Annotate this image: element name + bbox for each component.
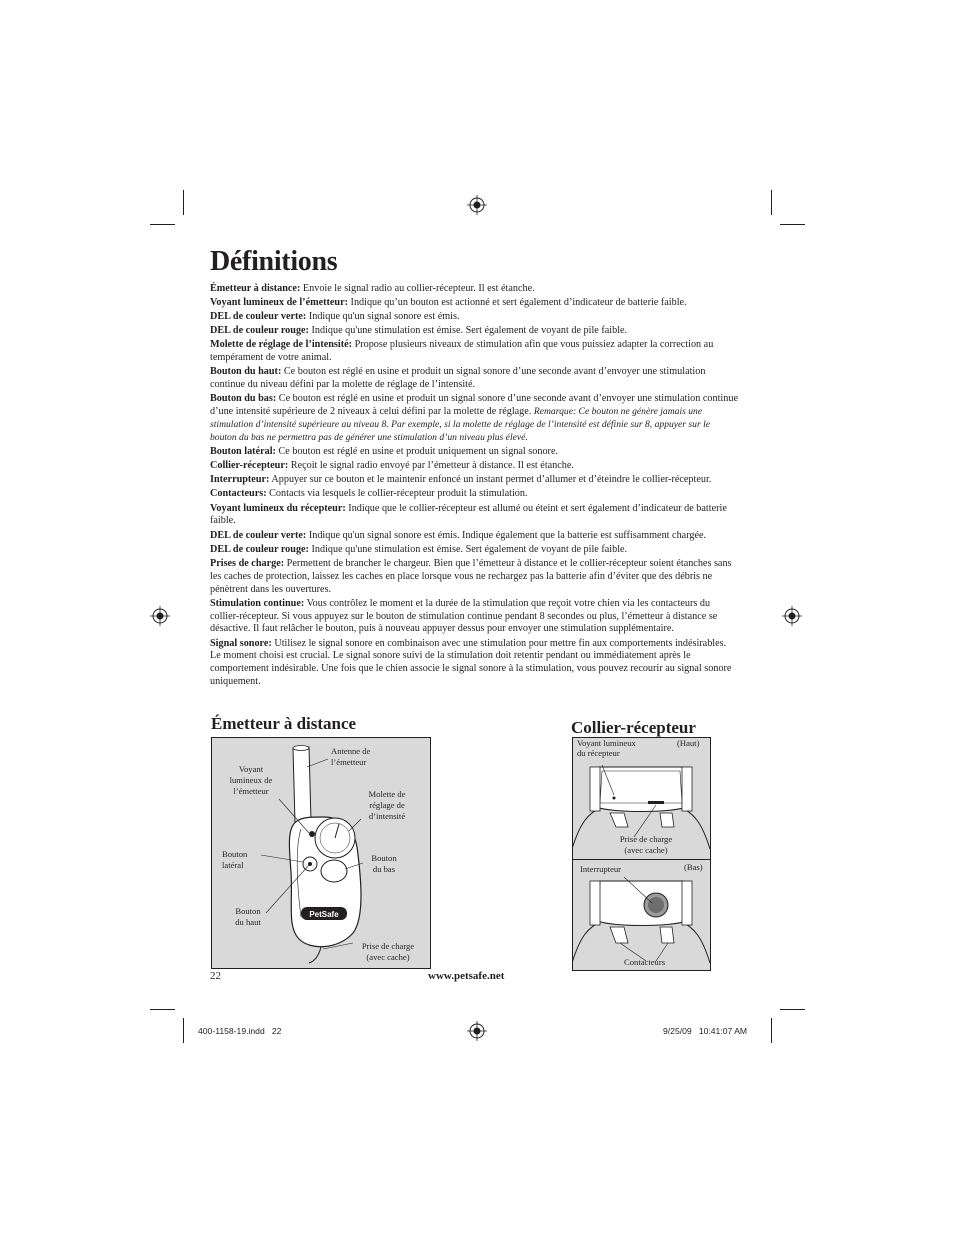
brand-logo: PetSafe xyxy=(309,910,339,919)
definition-item xyxy=(210,311,738,324)
definition-text: Permettent de brancher le chargeur. Bien que l’émetteur à distance et le collier-récepteur soient étanches sans les caches de protection, laissez les caches en place lorsque vous ne rechargez pas la batterie afin d’éviter que des débris ne pénètrent dans les ouvertures. xyxy=(210,557,732,595)
definition-item xyxy=(210,638,738,690)
slug-file: 400-1158-19.indd 22 xyxy=(198,1026,282,1036)
definition-term: DEL de couleur verte: xyxy=(210,311,307,323)
definition-text: Indique qu'un signal sonore est émis. xyxy=(306,311,460,323)
definition-term: Bouton latéral: xyxy=(210,446,276,458)
definition-term: Bouton du bas: xyxy=(210,393,277,405)
definition-text: Ce bouton est réglé en usine et produit uniquement un signal sonore. xyxy=(275,446,559,458)
registration-mark-icon xyxy=(782,606,802,626)
registration-mark-icon xyxy=(150,606,170,626)
crop-mark xyxy=(780,1009,805,1010)
definition-item xyxy=(210,558,738,597)
label-side-button: Bouton latéral xyxy=(222,849,248,870)
page-title: Définitions xyxy=(210,246,338,277)
definition-item xyxy=(210,460,738,473)
definition-item xyxy=(210,474,738,487)
definition-text: Ce bouton est réglé en usine et produit un signal sonore d’une seconde avant d’envoyer une stimulation continue d’une intensité supérieure de 2 niveaux à celui défini par la molette de réglage. xyxy=(210,393,738,418)
definition-item xyxy=(210,297,738,310)
definition-term: DEL de couleur verte: xyxy=(210,529,307,541)
receiver-heading: Collier-récepteur xyxy=(571,718,696,737)
definition-term: DEL de couleur rouge: xyxy=(210,543,309,555)
definition-text: Vous contrôlez le moment et la durée de la stimulation que reçoit votre chien via les contacteurs du collier-récepteur. Si vous appuyez sur le bouton de stimulation continue pendant 8 secondes ou plus, l’émetteur à distance se désactive. Il faut relâcher le bouton, puis à nouveau appuyer dessus pour envoyer une stimulation supplémentaire. xyxy=(210,597,718,635)
definition-term: Émetteur à distance: xyxy=(210,283,301,294)
page-number: 22 xyxy=(210,970,221,982)
website-url: www.petsafe.net xyxy=(428,970,505,982)
definition-text: Indique que le collier-récepteur est allumé ou éteint et sert également d’indicateur de batterie faible. xyxy=(210,502,727,527)
definition-term: Voyant lumineux du récepteur: xyxy=(210,502,346,514)
registration-mark-icon xyxy=(467,1021,487,1041)
definition-item xyxy=(210,283,738,296)
definition-text: Indique qu'une stimulation est émise. Sert également de voyant de pile faible. xyxy=(308,325,628,337)
definition-text: Indique qu'un signal sonore est émis. Indique également que la batterie est suffisamment chargée. xyxy=(306,529,707,541)
definition-item xyxy=(210,325,738,338)
definition-term: Stimulation continue: xyxy=(210,597,305,609)
definition-term: Interrupteur: xyxy=(210,474,270,486)
crop-mark xyxy=(150,224,175,225)
label-contacts: Contacteurs xyxy=(624,957,666,967)
definition-text: Indique qu'une stimulation est émise. Sert également de voyant de pile faible. xyxy=(308,543,628,555)
label-antenna: Antenne de l’émetteur xyxy=(331,746,371,767)
definition-item xyxy=(210,339,738,365)
label-bottom-button: Bouton du bas xyxy=(371,853,397,874)
definition-item xyxy=(210,488,738,501)
transmitter-heading: Émetteur à distance xyxy=(211,714,357,733)
crop-mark xyxy=(780,224,805,225)
definition-text: Indique qu’un bouton est actionné et sert également d’indicateur de batterie faible. xyxy=(348,297,687,309)
label-view-top: (Haut) xyxy=(677,738,700,748)
slug-date: 9/25/09 10:41:07 AM xyxy=(663,1026,748,1036)
definition-item xyxy=(210,393,738,445)
definition-term: Bouton du haut: xyxy=(210,366,282,378)
label-top-button: Bouton du haut xyxy=(235,906,261,927)
definition-text: Reçoit le signal radio envoyé par l’émetteur à distance. Il est étanche. xyxy=(288,460,574,472)
label-switch: Interrupteur xyxy=(580,864,622,874)
label-receiver-light: Voyant lumineux du récepteur xyxy=(577,738,636,758)
definition-term: Signal sonore: xyxy=(210,637,272,649)
definition-text: Appuyer sur ce bouton et le maintenir enfoncé un instant permet d’allumer et d’éteindre le collier-récepteur. xyxy=(269,474,712,486)
definition-item xyxy=(210,544,738,557)
definition-item xyxy=(210,446,738,459)
definitions-list xyxy=(210,283,738,690)
crop-mark xyxy=(150,1009,175,1010)
definition-text: Envoie le signal radio au collier-récepteur. Il est étanche. xyxy=(300,283,535,294)
definition-term: Contacteurs: xyxy=(210,488,267,500)
definition-item xyxy=(210,598,738,637)
definition-item xyxy=(210,366,738,392)
definition-item xyxy=(210,530,738,543)
definition-text: Ce bouton est réglé en usine et produit un signal sonore d’une seconde avant d’envoyer une stimulation continue du niveau défini par la molette de réglage de l’intensité. xyxy=(210,366,706,391)
label-transmitter-light: Voyant lumineux de l’émetteur xyxy=(229,764,273,796)
label-view-bottom: (Bas) xyxy=(684,862,703,872)
definition-item xyxy=(210,503,738,529)
definition-term: Voyant lumineux de l’émetteur: xyxy=(210,297,348,309)
definition-term: Molette de réglage de l’intensité: xyxy=(210,339,353,351)
definition-text: Propose plusieurs niveaux de stimulation afin que vous puissiez adapter la correction au tempérament de votre animal. xyxy=(210,339,714,364)
crop-mark xyxy=(183,190,184,215)
label-receiver-charge: Prise de charge (avec cache) xyxy=(619,834,673,855)
definition-term: Collier-récepteur: xyxy=(210,460,289,472)
definition-note: Remarque: Ce bouton ne génère jamais une stimulation d’intensité supérieure au niveau 8. Par exemple, si la molette de réglage de l’intensité est définie sur 8, appuyer sur le bouton du bas ne permettra pas de générer une stimulation d’un niveau plus élevé. xyxy=(210,406,711,444)
label-dial: Molette de réglage de d’intensité xyxy=(368,789,406,821)
definition-term: Prises de charge: xyxy=(210,557,285,569)
crop-mark xyxy=(183,1018,184,1043)
definition-term: DEL de couleur rouge: xyxy=(210,325,309,337)
registration-mark-icon xyxy=(467,195,487,215)
definition-text: Utilisez le signal sonore en combinaison avec une stimulation pour mettre fin aux comportements indésirables. Le moment choisi est crucial. Le signal sonore suivi de la stimulation doit retentir pendant ou immédiatement après le comportement indésirable. Une fois que le chien associe le signal sonore à la stimulation, vous pouvez recourir au signal sonore uniquement. xyxy=(210,637,732,688)
crop-mark xyxy=(771,190,772,215)
definition-text: Contacts via lesquels le collier-récepteur produit la stimulation. xyxy=(266,488,528,500)
label-charge-port: Prise de charge (avec cache) xyxy=(361,941,415,962)
crop-mark xyxy=(771,1018,772,1043)
